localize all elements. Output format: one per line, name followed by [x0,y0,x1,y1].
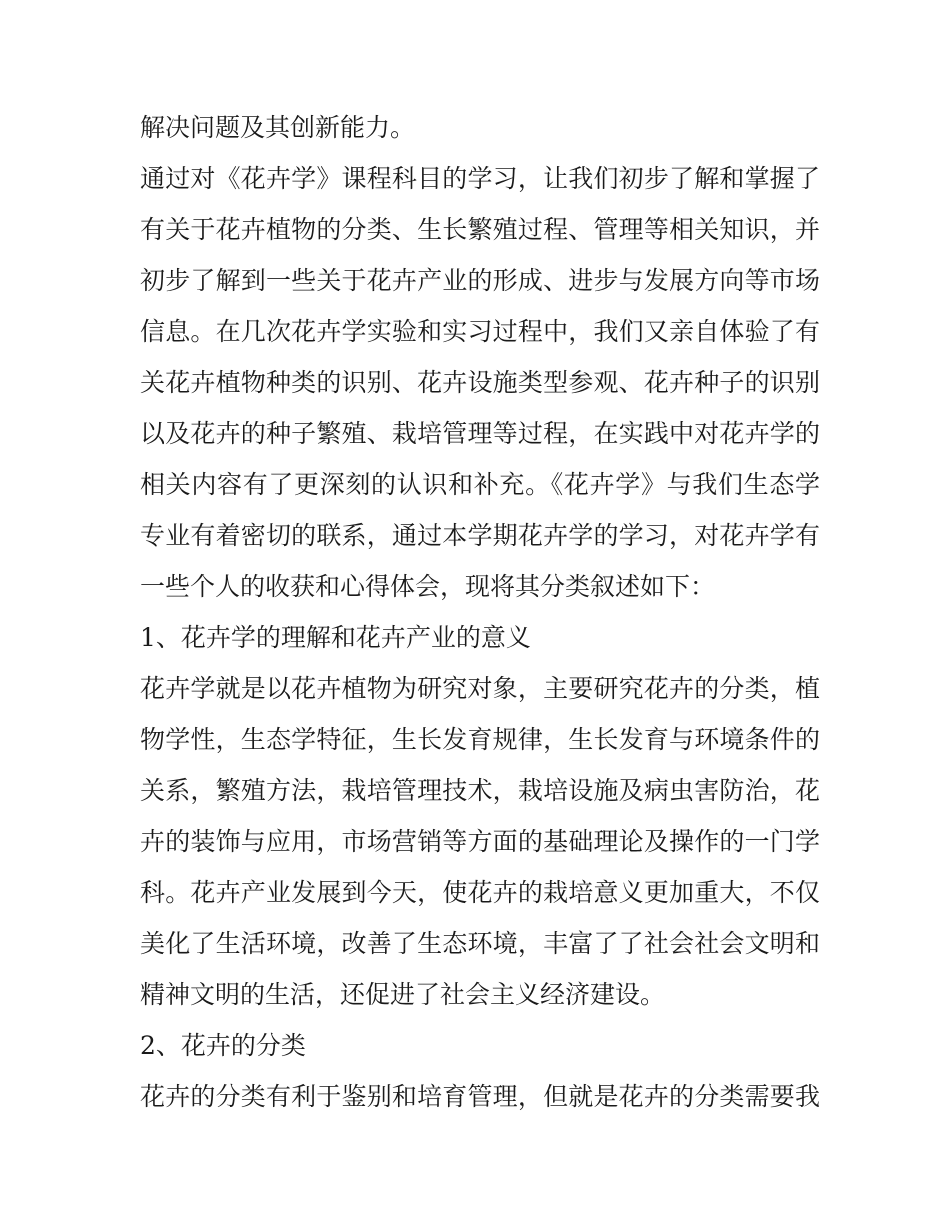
text-line-8: 相关内容有了更深刻的认识和补充。《花卉学》与我们生态学 [140,470,820,499]
text-line-15: 卉的装饰与应用，市场营销等方面的基础理论及操作的一门学 [140,827,820,856]
text-line-13: 物学性，生态学特征，生长发育规律，生长发育与环境条件的 [140,725,820,754]
text-line-2: 通过对《花卉学》课程科目的学习，让我们初步了解和掌握了 [140,164,820,193]
section-heading-1: 1、花卉学的理解和花卉产业的意义 [140,623,531,652]
text-line-12: 花卉学就是以花卉植物为研究对象，主要研究花卉的分类，植 [140,674,820,703]
text-line-20: 花卉的分类有利于鉴别和培育管理，但就是花卉的分类需要我 [140,1082,820,1111]
text-line-6: 关花卉植物种类的识别、花卉设施类型参观、花卉种子的识别 [140,368,820,397]
text-line-7: 以及花卉的种子繁殖、栽培管理等过程，在实践中对花卉学的 [140,419,820,448]
text-line-5: 信息。在几次花卉学实验和实习过程中，我们又亲自体验了有 [140,317,820,346]
section-heading-2: 2、花卉的分类 [140,1031,306,1060]
text-line-16: 科。花卉产业发展到今天，使花卉的栽培意义更加重大，不仅 [140,878,820,907]
text-line-3: 有关于花卉植物的分类、生长繁殖过程、管理等相关知识，并 [140,215,820,244]
text-line-14: 关系，繁殖方法，栽培管理技术，栽培设施及病虫害防治，花 [140,776,820,805]
text-line-18: 精神文明的生活，还促进了社会主义经济建设。 [140,980,666,1009]
text-line-17: 美化了生活环境，改善了生态环境，丰富了了社会社会文明和 [140,929,820,958]
text-line-10: 一些个人的收获和心得体会，现将其分类叙述如下： [140,572,716,601]
text-line-4: 初步了解到一些关于花卉产业的形成、进步与发展方向等市场 [140,266,820,295]
text-line-1: 解决问题及其创新能力。 [140,113,416,142]
text-line-9: 专业有着密切的联系，通过本学期花卉学的学习，对花卉学有 [140,521,820,550]
